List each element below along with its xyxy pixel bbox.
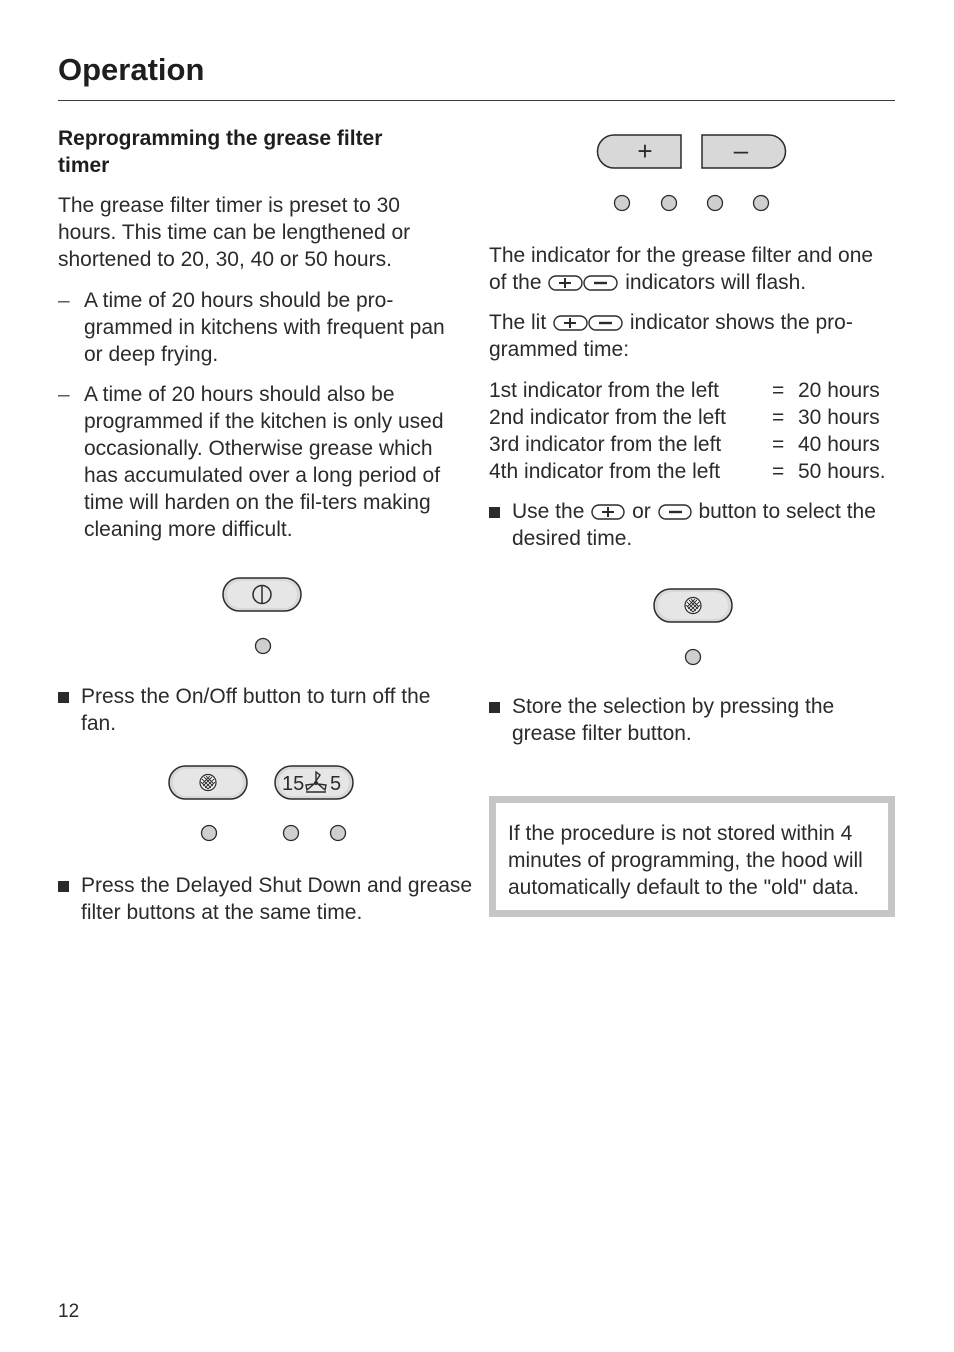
plus-minus-inline-icon xyxy=(547,274,619,292)
indicator-light xyxy=(202,826,217,841)
grease-filter-icon xyxy=(685,598,701,614)
step-text: Store the selection by pressing the grease filter button. xyxy=(512,695,835,745)
minus-inline-icon xyxy=(657,503,693,521)
row-label: 4th indicator from the left xyxy=(489,460,721,483)
lit-text-b: indicator shows the pro-grammed time: xyxy=(489,311,853,361)
section-heading: Reprogramming the grease filter timer xyxy=(58,127,383,177)
time-table-row xyxy=(489,431,899,458)
row-value: 30 hours xyxy=(798,406,880,429)
grease-filter-icon xyxy=(200,775,216,791)
dash-item-1 xyxy=(58,287,463,368)
delay-label-left: 15 xyxy=(282,773,305,795)
time-table-row xyxy=(489,377,899,404)
page-number: 12 xyxy=(58,1301,80,1322)
dash-item-2 xyxy=(58,381,463,543)
bullet-marker xyxy=(58,881,69,892)
bullet-marker xyxy=(58,692,69,703)
flash-paragraph xyxy=(489,242,889,296)
step-select-text-a: Use the xyxy=(512,500,585,523)
grease-delay-buttons-illustration xyxy=(165,762,360,844)
plus-inline-icon xyxy=(590,503,626,521)
row-value: 20 hours xyxy=(798,379,880,402)
row-value: 40 hours xyxy=(798,433,880,456)
note-box xyxy=(489,796,895,917)
bullet-marker xyxy=(489,507,500,518)
lit-text-a: The lit xyxy=(489,311,547,334)
dash-marker: – xyxy=(58,383,70,406)
row-equals: = xyxy=(772,460,785,483)
time-table-row xyxy=(489,458,899,485)
row-equals: = xyxy=(772,433,785,456)
indicator-light xyxy=(284,826,299,841)
dash-item-text: A time of 20 hours should be pro-grammed in kitchens with frequent pan or deep frying. xyxy=(84,289,445,366)
plus-minus-inline-icon xyxy=(552,314,624,332)
step-store xyxy=(489,693,889,747)
bullet-marker xyxy=(489,702,500,713)
onoff-button-illustration xyxy=(220,575,306,655)
dash-marker: – xyxy=(58,289,70,312)
row-equals: = xyxy=(772,406,785,429)
row-label: 1st indicator from the left xyxy=(489,379,719,402)
flash-text-b: indicators will flash. xyxy=(625,271,807,294)
step-select xyxy=(489,498,889,552)
indicator-light xyxy=(686,650,701,665)
indicator-light xyxy=(256,639,271,654)
indicator-light xyxy=(708,196,723,211)
time-table-row xyxy=(489,404,899,431)
intro-paragraph: The grease filter timer is preset to 30 hours. This time can be lengthened or shortened to 20, 30, 40 or 50 hours. xyxy=(58,194,411,271)
note-text: If the procedure is not stored within 4 minutes of programming, the hood will automatically default to the "old" data. xyxy=(508,822,863,899)
page-title: Operation xyxy=(58,52,205,87)
flash-text-a: The indicator for the grease filter and one of the xyxy=(489,244,874,294)
minus-label: – xyxy=(733,135,749,165)
time-table xyxy=(489,377,899,485)
dash-item-text: A time of 20 hours should also be programmed if the kitchen is only used occasionally. Otherwise grease which has accumulated over a long period of time will harden on the fil-ters making cleaning more difficult. xyxy=(84,383,444,541)
grease-filter-button-illustration xyxy=(651,586,737,668)
plus-minus-buttons-illustration xyxy=(593,131,791,217)
step-text: Press the Delayed Shut Down and grease filter buttons at the same time. xyxy=(81,874,473,924)
indicator-light xyxy=(662,196,677,211)
indicator-light xyxy=(615,196,630,211)
step-select-or: or xyxy=(632,500,651,523)
plus-label: + xyxy=(637,136,653,166)
indicator-light xyxy=(331,826,346,841)
row-label: 3rd indicator from the left xyxy=(489,433,722,456)
row-equals: = xyxy=(772,379,785,402)
step-simultaneous xyxy=(58,872,478,926)
delay-label-right: 5 xyxy=(330,773,342,795)
indicator-light xyxy=(754,196,769,211)
row-label: 2nd indicator from the left xyxy=(489,406,726,429)
step-onoff xyxy=(58,683,468,737)
lit-paragraph xyxy=(489,309,889,363)
step-select-text-b: button to select the desired time. xyxy=(512,500,876,550)
row-value: 50 hours. xyxy=(798,460,886,483)
header-rule xyxy=(58,100,895,101)
step-text: Press the On/Off button to turn off the fan. xyxy=(81,685,431,735)
